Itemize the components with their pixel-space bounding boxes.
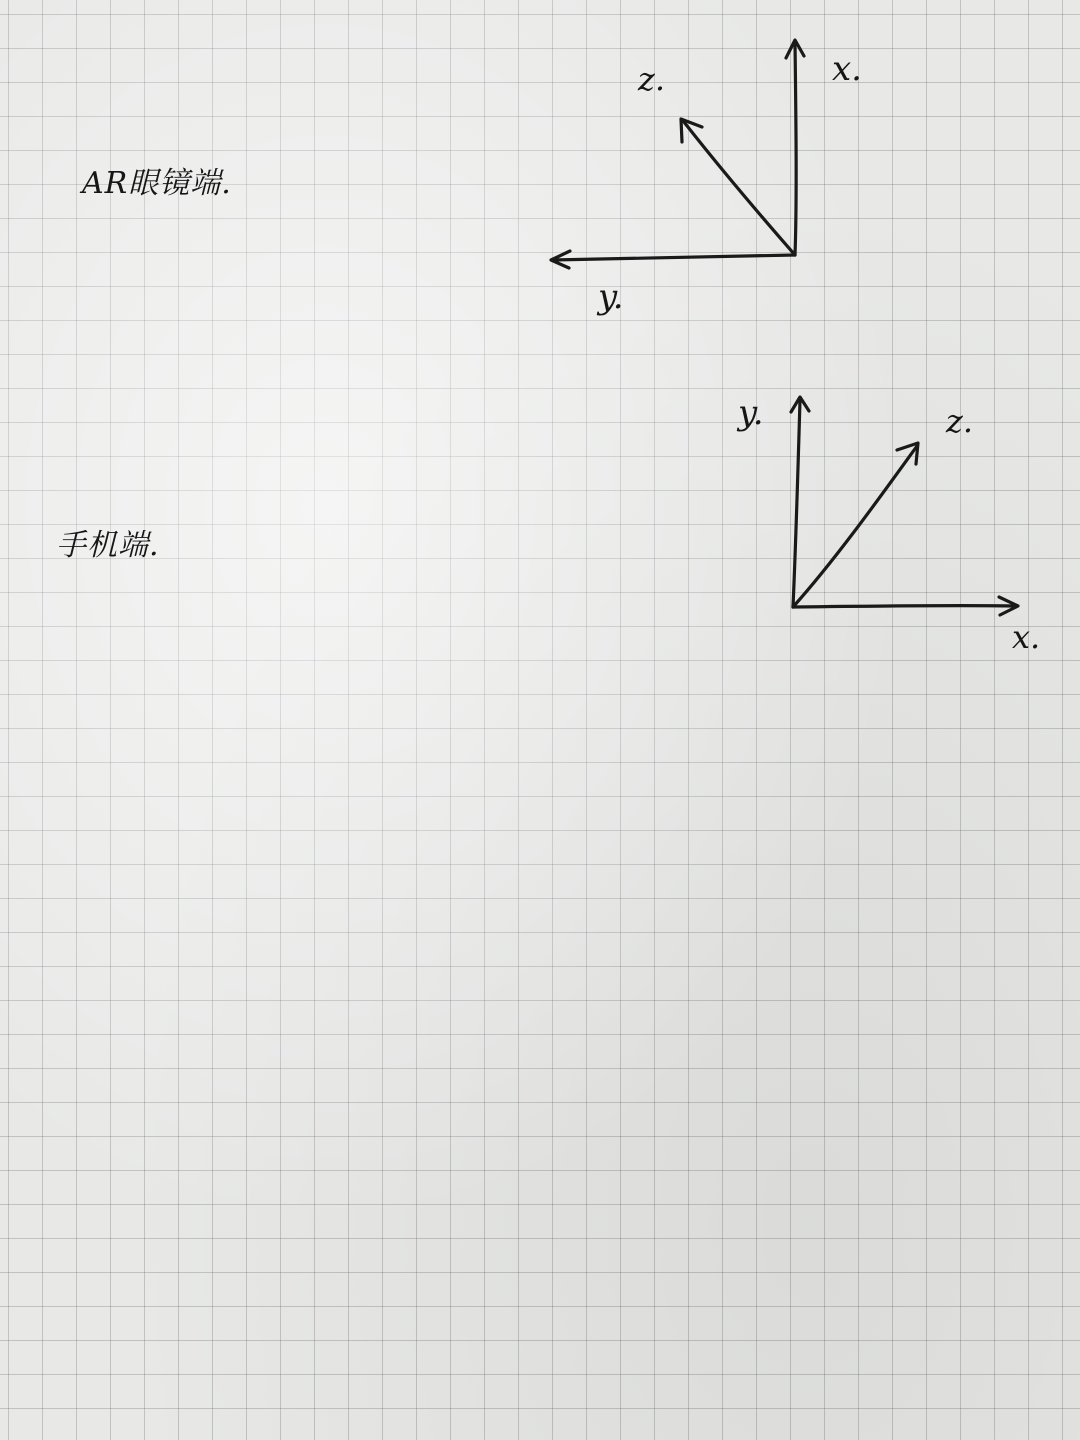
glasses-z-label: z. bbox=[638, 60, 666, 98]
glasses-coordinate-frame bbox=[551, 40, 862, 317]
glasses-y-axis bbox=[552, 255, 795, 260]
phone-z-axis bbox=[793, 446, 917, 607]
glasses-frame-caption: AR眼镜端. bbox=[82, 166, 232, 201]
phone-y-axis bbox=[793, 400, 800, 607]
glasses-x-axis bbox=[795, 42, 796, 255]
phone-z-label: z. bbox=[946, 402, 974, 440]
phone-coordinate-frame bbox=[736, 393, 1040, 656]
glasses-x-label: x. bbox=[832, 49, 862, 89]
phone-y-label: y. bbox=[738, 393, 764, 433]
glasses-z-axis bbox=[684, 122, 795, 255]
phone-x-axis bbox=[793, 606, 1016, 607]
phone-frame-caption: 手机端. bbox=[56, 528, 160, 563]
phone-x-label: x. bbox=[1012, 618, 1041, 656]
glasses-y-label: y. bbox=[598, 277, 624, 317]
